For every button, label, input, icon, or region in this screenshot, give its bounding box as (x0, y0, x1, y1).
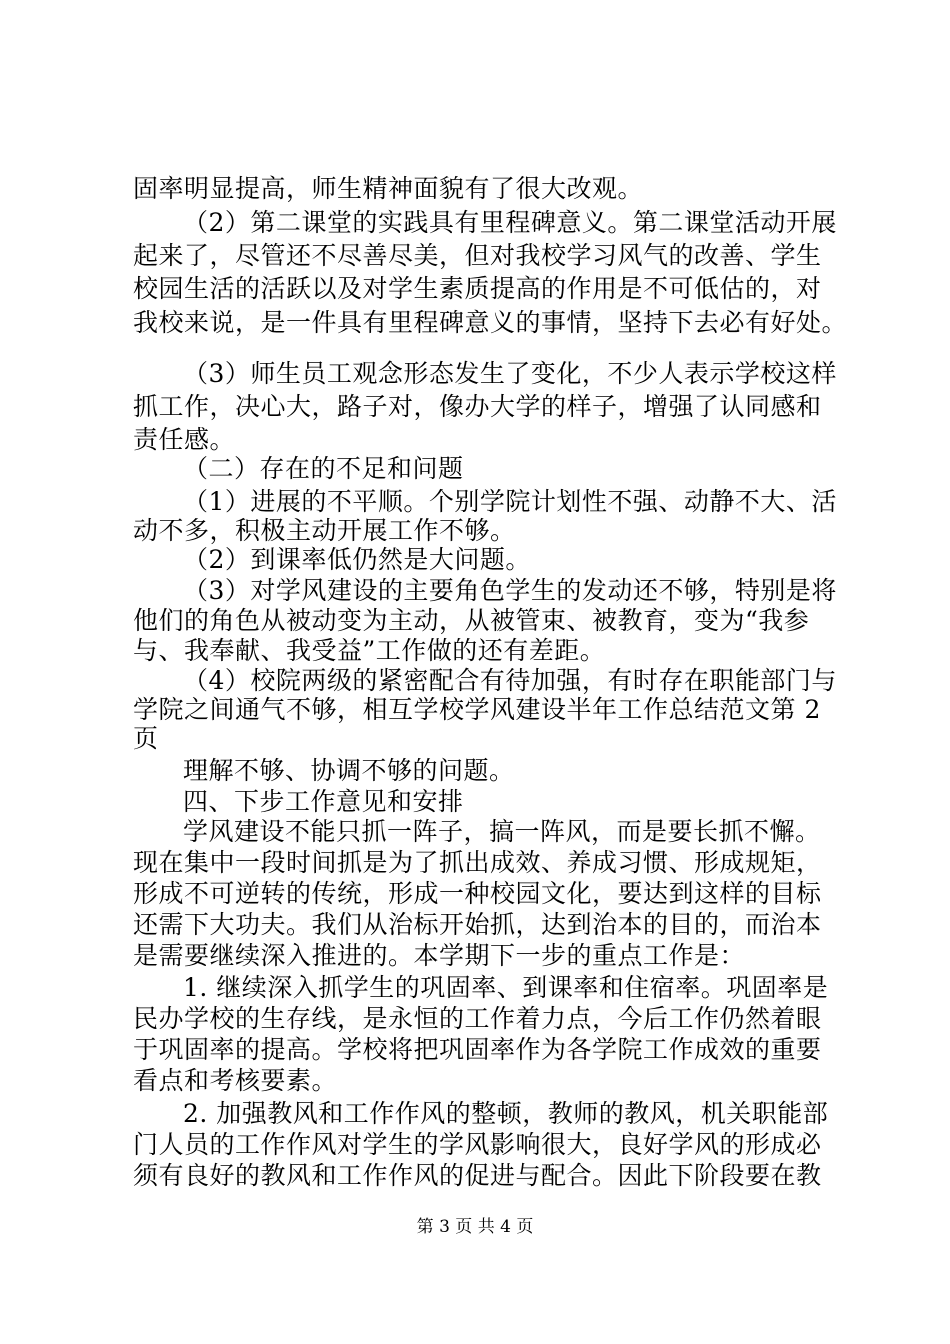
text-line: 动不多，积极主动开展工作不够。 (133, 516, 516, 545)
text-line: 理解不够、协调不够的问题。 (183, 756, 515, 785)
text-line: 抓工作，决心大，路子对，像办大学的样子，增强了认同感和 (133, 392, 822, 421)
text-line: 还需下大功夫。我们从治标开始抓，达到治本的目的，而治本 (133, 910, 822, 939)
text-line: 他们的角色从被动变为主动，从被管束、被教育，变为“我参 (133, 606, 810, 635)
text-line: 形成不可逆转的传统，形成一种校园文化，要达到这样的目标 (133, 879, 822, 908)
text-line: （1）进展的不平顺。个别学院计划性不强、动静不大、活 (183, 487, 837, 516)
section-heading: （二）存在的不足和问题 (183, 454, 464, 483)
text-line: （3）对学风建设的主要角色学生的发动还不够，特别是将 (183, 576, 837, 605)
text-line: 于巩固率的提高。学校将把巩固率作为各学院工作成效的重要 (133, 1035, 822, 1064)
text-line: 门人员的工作作风对学生的学风影响很大，良好学风的形成必 (133, 1130, 822, 1159)
text-line: 看点和考核要素。 (133, 1066, 338, 1095)
text-line: 我校来说，是一件具有里程碑意义的事情，坚持下去必有好处。 (133, 308, 848, 337)
text-line: 学院之间通气不够，相互学校学风建设半年工作总结范文第 2 (133, 695, 821, 724)
text-line: 页 (133, 724, 159, 753)
text-line: 须有良好的教风和工作作风的促进与配合。因此下阶段要在教 (133, 1161, 822, 1190)
text-line: （2）第二课堂的实践具有里程碑意义。第二课堂活动开展 (183, 208, 837, 237)
text-line: （2）到课率低仍然是大问题。 (183, 545, 531, 574)
text-line: 校园生活的活跃以及对学生素质提高的作用是不可低估的，对 (133, 274, 822, 303)
text-line: 起来了，尽管还不尽善尽美，但对我校学习风气的改善、学生 (133, 241, 822, 270)
section-heading: 四、下步工作意见和安排 (183, 787, 464, 816)
text-line: 民办学校的生存线，是永恒的工作着力点，今后工作仍然着眼 (133, 1004, 822, 1033)
text-line: 2. 加强教风和工作作风的整顿，教师的教风，机关职能部 (183, 1099, 829, 1128)
text-line: 与、我奉献、我受益”工作做的还有差距。 (133, 636, 606, 665)
text-line: （4）校院两级的紧密配合有待加强，有时存在职能部门与 (183, 666, 837, 695)
text-line: 学风建设不能只抓一阵子，搞一阵风，而是要长抓不懈。 (183, 817, 821, 846)
page-number-footer: 第 3 页 共 4 页 (416, 1217, 534, 1237)
text-line: 是需要继续深入推进的。本学期下一步的重点工作是： (133, 941, 746, 970)
text-line: 固率明显提高，师生精神面貌有了很大改观。 (133, 174, 644, 203)
text-line: 现在集中一段时间抓是为了抓出成效、养成习惯、形成规矩， (133, 848, 822, 877)
text-line: （3）师生员工观念形态发生了变化，不少人表示学校这样 (183, 359, 837, 388)
text-line: 1. 继续深入抓学生的巩固率、到课率和住宿率。巩固率是 (183, 973, 829, 1002)
text-line: 责任感。 (133, 425, 236, 454)
